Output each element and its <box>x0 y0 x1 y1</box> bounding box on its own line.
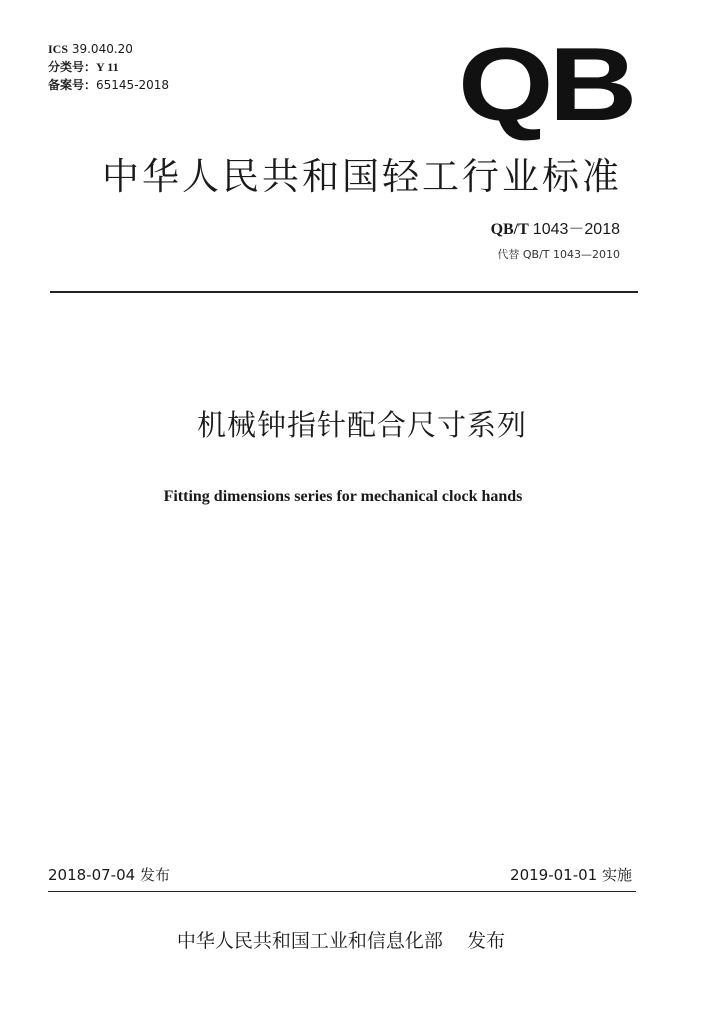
ics-label: ICS <box>48 42 69 56</box>
ics-line <box>48 40 169 58</box>
issuer-action: 发布 <box>467 930 506 952</box>
standard-code <box>491 216 620 239</box>
qb-logo: QB <box>458 27 633 143</box>
issue-date: 2018-07-04 发布 <box>48 866 170 884</box>
standard-code-prefix: QB/T <box>490 221 529 238</box>
record-number-value: 65145-2018 <box>96 78 170 92</box>
classification-block <box>48 40 169 94</box>
issuing-authority <box>0 926 682 953</box>
ics-value: 39.040.20 <box>71 42 133 56</box>
classification-value: Y 11 <box>96 60 119 74</box>
top-divider <box>50 291 638 293</box>
bottom-divider <box>48 891 636 892</box>
classification-label: 分类号： <box>48 60 97 74</box>
standard-category-title: 中华人民共和国轻工行业标准 <box>102 155 622 198</box>
issuer-name: 中华人民共和国工业和信息化部 <box>176 930 443 952</box>
record-number-line <box>48 76 169 94</box>
replaces-note: 代替 QB/T 1043—2010 <box>497 248 620 261</box>
record-number-label: 备案号： <box>48 78 97 92</box>
classification-line <box>48 58 169 76</box>
document-title-english: Fitting dimensions series for mechanical clock hands <box>163 488 523 505</box>
standard-code-number: 1043－2018 <box>532 221 620 238</box>
implementation-date: 2019-01-01 实施 <box>510 866 632 884</box>
document-title-chinese: 机械钟指针配合尺寸系列 <box>196 408 527 442</box>
